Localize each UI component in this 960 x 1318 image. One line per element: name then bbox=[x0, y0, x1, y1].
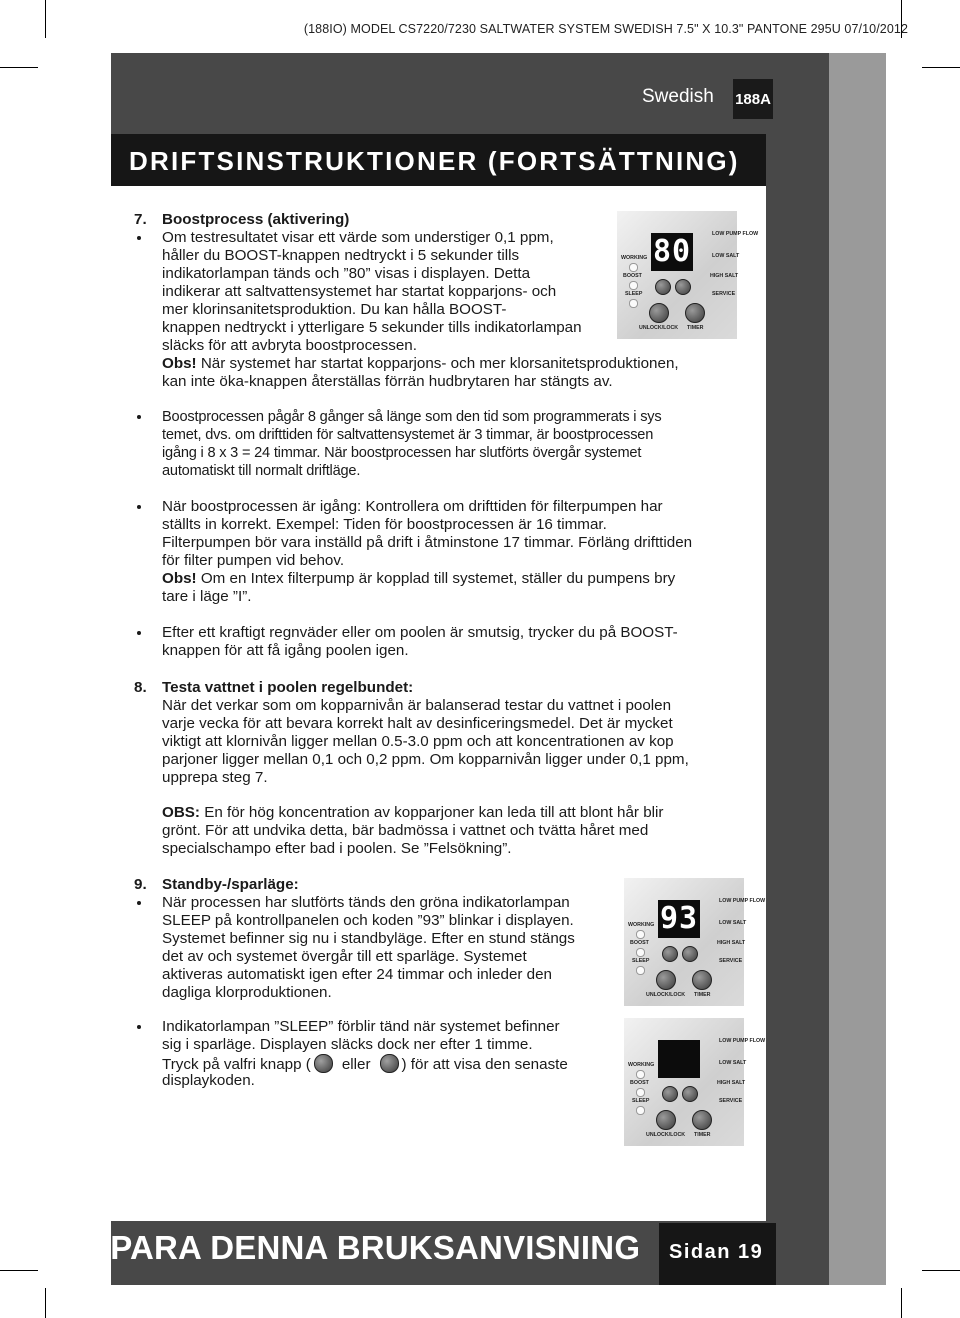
panel-label: BOOST bbox=[630, 940, 649, 946]
sleep-led bbox=[629, 299, 638, 308]
panel-label: SLEEP bbox=[632, 958, 650, 964]
panel-label: LOW PUMP FLOW bbox=[719, 898, 766, 904]
timer-button-icon bbox=[692, 970, 712, 990]
text-line: dagliga klorproduktionen. bbox=[162, 984, 332, 1001]
panel-display: 93 bbox=[659, 901, 699, 936]
language-label: Swedish bbox=[642, 86, 714, 107]
text-line: viktigt att klornivån ligger mellan 0.5-3.0 ppm och att koncentrationen av kop bbox=[162, 733, 674, 750]
working-led bbox=[629, 263, 638, 272]
boost-led bbox=[636, 948, 645, 957]
section-number: 9. bbox=[134, 876, 147, 893]
panel-label: LOW SALT bbox=[712, 253, 740, 259]
obs-text: När systemet har startat kopparjons- och mer klorsanitetsproduktionen, bbox=[196, 355, 679, 372]
text-line: Boostprocessen pågår 8 gånger så länge som den tid som programmerats i sys bbox=[162, 409, 662, 425]
obs-note bbox=[162, 570, 675, 588]
panel-label: UNLOCK/LOCK bbox=[639, 325, 679, 331]
sleep-led bbox=[636, 966, 645, 975]
working-led bbox=[636, 1070, 645, 1079]
text-line: håller du BOOST-knappen nedtryckt i 5 sekunder tills bbox=[162, 247, 520, 264]
unlock-lock-button-icon bbox=[656, 1110, 676, 1130]
boost-button-icon bbox=[682, 946, 698, 962]
panel-label: WORKING bbox=[621, 255, 648, 261]
panel-label: LOW SALT bbox=[719, 920, 747, 926]
text-line: När det verkar som om kopparnivån är balanserad testar du vattnet i poolen bbox=[162, 697, 672, 714]
boost-button-icon bbox=[380, 1054, 399, 1073]
panel-label: SERVICE bbox=[719, 958, 743, 964]
unlock-lock-button-icon bbox=[649, 303, 669, 323]
text-line: Systemet befinner sig nu i standbyläge. Efter en stund stängs bbox=[162, 930, 575, 947]
bullet bbox=[137, 631, 141, 635]
panel-label: WORKING bbox=[628, 1062, 655, 1068]
boost-button-icon bbox=[682, 1086, 698, 1102]
text-line: mer klorinsanitetsproduktion. Du kan hålla BOOST- bbox=[162, 301, 507, 318]
text-line: för filter pumpen vid behov. bbox=[162, 552, 345, 569]
text-line: kan inte öka-knappen återställas förrän hudbrytaren har stängts av. bbox=[162, 373, 613, 390]
text-line: tare i läge ”I”. bbox=[162, 588, 252, 605]
text-line: indikerar att saltvattensystemet har startat kopparjons- och bbox=[162, 283, 557, 300]
section-number: 7. bbox=[134, 211, 147, 228]
panel-label: TIMER bbox=[694, 992, 711, 998]
panel-button bbox=[662, 1086, 678, 1102]
panel-label: UNLOCK/LOCK bbox=[646, 1132, 686, 1138]
text-fragment: Tryck på valfri knapp ( bbox=[162, 1056, 311, 1073]
obs-text: En för hög koncentration av kopparjoner kan leda till att blont hår blir bbox=[199, 804, 664, 821]
panel-label: BOOST bbox=[630, 1080, 649, 1086]
boost-led bbox=[629, 281, 638, 290]
panel-label: WORKING bbox=[628, 922, 655, 928]
obs-note bbox=[162, 355, 679, 373]
bullet bbox=[137, 901, 141, 905]
text-line: igång i 8 x 3 = 24 timmar. När boostprocessen har slutförts övergår systemet bbox=[162, 445, 642, 461]
text-line: ställts in korrekt. Exempel: Tiden för boostprocessen är 16 timmar. bbox=[162, 516, 607, 533]
page-side-strip bbox=[829, 53, 886, 1285]
obs-note bbox=[162, 804, 663, 822]
text-line: varje vecka för att bevara korrekt halt av desinficeringsmedel. Det är mycket bbox=[162, 715, 673, 732]
crop-mark bbox=[0, 1270, 38, 1271]
text-line: grönt. För att undvika detta, bär badmössa i vattnet och tvätta håret med bbox=[162, 822, 649, 839]
text-line: automatiskt till normalt driftläge. bbox=[162, 463, 361, 479]
panel-label: SERVICE bbox=[719, 1098, 743, 1104]
crop-mark bbox=[901, 1288, 902, 1318]
boost-led bbox=[636, 1088, 645, 1097]
text-line: knappen nedtryckt i ytterligare 5 sekunder tills indikatorlampan bbox=[162, 319, 582, 336]
text-line: specialschampo efter bad i poolen. Se ”Felsökning”. bbox=[162, 840, 512, 857]
panel-display bbox=[658, 1040, 700, 1078]
print-header: (188IO) MODEL CS7220/7230 SALTWATER SYSTEM SWEDISH 7.5" X 10.3" PANTONE 295U 07/10/2012 bbox=[303, 22, 908, 36]
footer-title: SPARA DENNA BRUKSANVISNING bbox=[88, 1229, 641, 1266]
panel-label: LOW PUMP FLOW bbox=[719, 1038, 766, 1044]
obs-text: Om en Intex filterpump är kopplad till systemet, ställer du pumpens bry bbox=[196, 570, 676, 587]
panel-label: HIGH SALT bbox=[717, 940, 746, 946]
bullet bbox=[137, 1025, 141, 1029]
panel-button bbox=[662, 946, 678, 962]
obs-label: OBS: bbox=[162, 804, 200, 821]
page-number: Sidan 19 bbox=[669, 1241, 764, 1263]
panel-label: LOW SALT bbox=[719, 1060, 747, 1066]
text-line: släcks för att avbryta boostprocessen. bbox=[162, 337, 417, 354]
bullet bbox=[137, 236, 141, 240]
bullet bbox=[137, 505, 141, 509]
section-heading: Boostprocess (aktivering) bbox=[162, 211, 350, 228]
panel-label: TIMER bbox=[694, 1132, 711, 1138]
text-line: När processen har slutförts tänds den gröna indikatorlampan bbox=[162, 894, 570, 911]
bullet bbox=[137, 415, 141, 419]
panel-label: SLEEP bbox=[632, 1098, 650, 1104]
control-panel-image bbox=[617, 211, 759, 339]
text-line: När boostprocessen är igång: Kontrollera om drifttiden för filterpumpen har bbox=[162, 498, 663, 515]
working-led bbox=[636, 930, 645, 939]
crop-mark bbox=[45, 1288, 46, 1318]
unlock-lock-button-icon bbox=[656, 970, 676, 990]
text-line: temet, dvs. om drifttiden för saltvattensystemet är 3 timmar, är boostprocessen bbox=[162, 427, 654, 443]
text-line: parjoner ligger mellan 0,1 och 0,2 ppm. Om kopparnivån ligger under 0,1 ppm, bbox=[162, 751, 689, 768]
timer-button-icon bbox=[314, 1054, 333, 1073]
crop-mark bbox=[0, 67, 38, 68]
panel-label: UNLOCK/LOCK bbox=[646, 992, 686, 998]
panel-label: SERVICE bbox=[712, 291, 736, 297]
text-line: det av och systemet övergår till ett sparläge. Systemet bbox=[162, 948, 527, 965]
panel-label: LOW PUMP FLOW bbox=[712, 231, 759, 237]
panel-label: HIGH SALT bbox=[717, 1080, 746, 1086]
section-number: 8. bbox=[134, 679, 147, 696]
panel-button bbox=[655, 279, 671, 295]
panel-label: TIMER bbox=[687, 325, 704, 331]
text-line: Indikatorlampan ”SLEEP” förblir tänd när systemet befinner bbox=[162, 1018, 560, 1035]
text-line: knappen för att få igång poolen igen. bbox=[162, 642, 409, 659]
text-line: SLEEP på kontrollpanelen och koden ”93” blinkar i displayen. bbox=[162, 912, 574, 929]
text-line: upprepa steg 7. bbox=[162, 769, 268, 786]
text-line: Om testresultatet visar ett värde som understiger 0,1 ppm, bbox=[162, 229, 554, 246]
crop-mark bbox=[922, 1270, 960, 1271]
timer-button-icon bbox=[692, 1110, 712, 1130]
text-line: displaykoden. bbox=[162, 1072, 255, 1089]
obs-label: Obs! bbox=[162, 570, 197, 587]
panel-label: HIGH SALT bbox=[710, 273, 739, 279]
control-panel-image bbox=[624, 1018, 766, 1146]
text-line: Efter ett kraftigt regnväder eller om poolen är smutsig, trycker du på BOOST- bbox=[162, 624, 678, 641]
text-fragment: eller bbox=[341, 1056, 371, 1073]
panel-label: SLEEP bbox=[625, 291, 643, 297]
boost-button-icon bbox=[675, 279, 691, 295]
control-panel-image bbox=[624, 878, 766, 1006]
text-line: Filterpumpen bör vara inställd på drift i åtminstone 17 timmar. Förläng drifttiden bbox=[162, 534, 693, 551]
section-heading: Testa vattnet i poolen regelbundet: bbox=[162, 679, 414, 696]
obs-label: Obs! bbox=[162, 355, 197, 372]
text-line: aktiveras automatiskt igen efter 24 timmar och inleder den bbox=[162, 966, 553, 983]
section-heading: Standby-/sparläge: bbox=[162, 876, 299, 893]
page-code-badge: 188A bbox=[733, 79, 773, 119]
text-line: sig i sparläge. Displayen släcks dock ner efter 1 timme. bbox=[162, 1036, 533, 1053]
crop-mark bbox=[922, 67, 960, 68]
timer-button-icon bbox=[685, 303, 705, 323]
page-title: DRIFTSINSTRUKTIONER (FORTSÄTTNING) bbox=[129, 146, 740, 176]
text-fragment: ) för att visa den senaste bbox=[401, 1056, 568, 1073]
panel-display: 80 bbox=[652, 234, 692, 269]
crop-mark bbox=[45, 0, 46, 38]
text-line bbox=[162, 1054, 568, 1074]
panel-label: BOOST bbox=[623, 273, 642, 279]
text-line: indikatorlampan tänds och ”80” visas i displayen. Detta bbox=[162, 265, 531, 282]
sleep-led bbox=[636, 1106, 645, 1115]
